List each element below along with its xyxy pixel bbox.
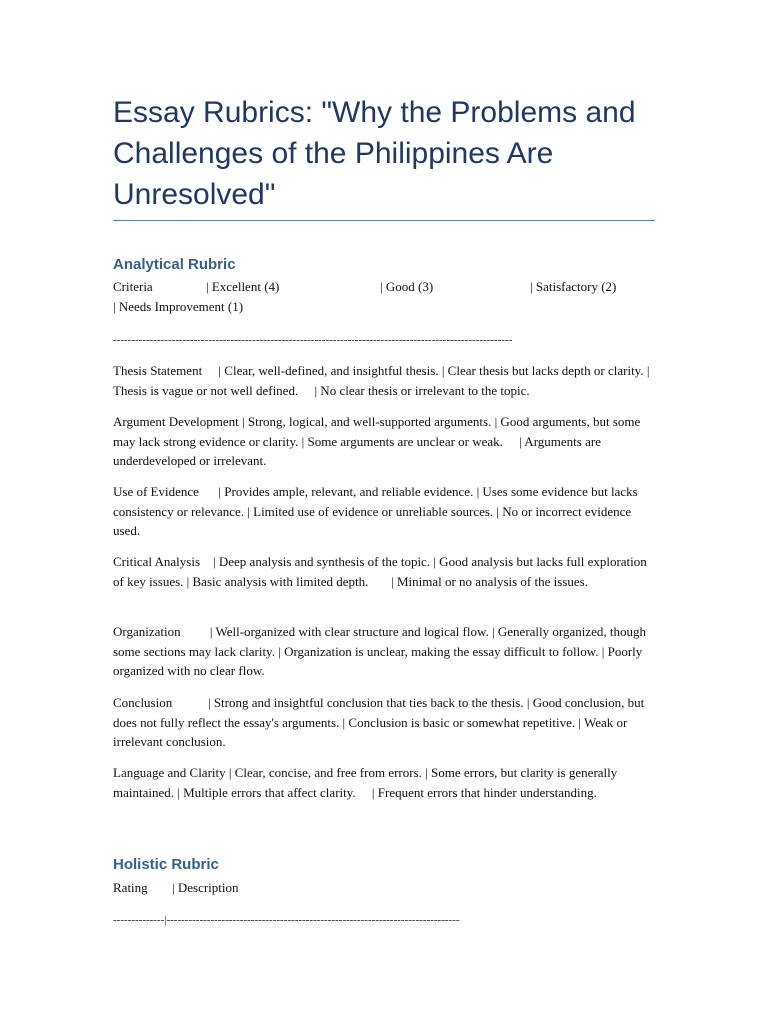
- header-description: | Description: [172, 880, 239, 895]
- header-rating: Rating: [113, 880, 148, 895]
- rubric-row-organization: Organization | Well-organized with clear structure and logical flow. | Generally organized, though some sections may lack clarity. | Organization is unclear, making the essay difficult to follow. | Poorly organized with no clear flow.: [113, 624, 650, 678]
- header-excellent: | Excellent (4): [206, 279, 280, 294]
- rubric-row-language: Language and Clarity | Clear, concise, and free from errors. | Some errors, but clarity is generally maintained. | Multiple errors that affect clarity. | Frequent errors that hinder understanding.: [113, 765, 621, 800]
- rubric-row-thesis: Thesis Statement | Clear, well-defined, and insightful thesis. | Clear thesis but lacks depth or clarity. | Thesis is vague or not well defined. | No clear thesis or irrelevant to the topic.: [113, 363, 653, 398]
- header-satisfactory: | Satisfactory (2): [530, 279, 617, 294]
- header-good: | Good (3): [380, 279, 434, 294]
- holistic-rubric-heading: Holistic Rubric: [113, 856, 219, 873]
- title-divider: [113, 220, 655, 221]
- rubric-row-argument: Argument Development | Strong, logical, and well-supported arguments. | Good arguments, but some may lack strong evidence or clarity. | Some arguments are unclear or weak. | Arguments are underdeveloped or irrelevant.: [113, 414, 644, 468]
- header-criteria: Criteria: [113, 279, 153, 294]
- header-needs-improvement: | Needs Improvement (1): [113, 299, 244, 314]
- rubric-row-evidence: Use of Evidence | Provides ample, relevant, and reliable evidence. | Uses some evidence but lacks consistency or relevance. | Limited use of evidence or unreliable sources. | No or incorrect evidence used.: [113, 484, 641, 538]
- page-title: Essay Rubrics: "Why the Problems and Challenges of the Philippines Are Unresolved": [113, 96, 636, 211]
- analytical-separator: -------------------------------------------------------------------------------------------------------------: [113, 334, 513, 346]
- analytical-rubric-heading: Analytical Rubric: [113, 256, 236, 273]
- holistic-separator: --------------|--------------------------------------------------------------------------------: [113, 914, 460, 926]
- rubric-row-conclusion: Conclusion | Strong and insightful conclusion that ties back to the thesis. | Good conclusion, but does not fully reflect the essay's arguments. | Conclusion is basic or somewhat repetitive. | Weak or irrelevant conclusion.: [113, 695, 648, 749]
- rubric-row-analysis: Critical Analysis | Deep analysis and synthesis of the topic. | Good analysis but lacks full exploration of key issues. | Basic analysis with limited depth. | Minimal or no analysis of the issues.: [113, 554, 651, 589]
